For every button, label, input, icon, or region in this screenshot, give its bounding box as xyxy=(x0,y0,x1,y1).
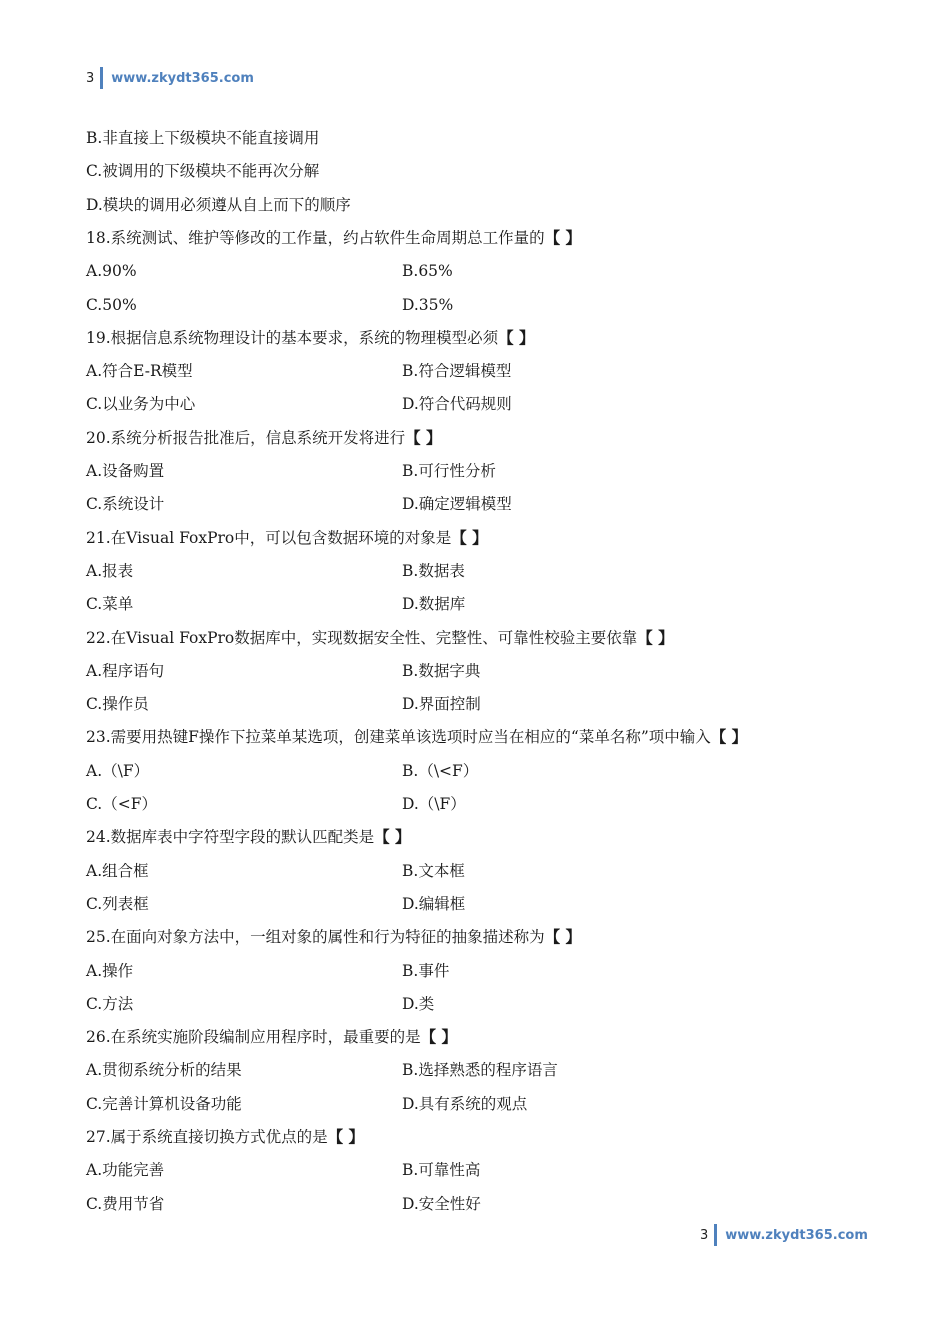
option-c: C.列表框 xyxy=(86,894,149,913)
option-b: B.符合逻辑模型 xyxy=(402,362,512,381)
question-text: 23.需要用热键F操作下拉菜单某选项，创建菜单该选项时应当在相应的“菜单名称”项中输入 xyxy=(86,728,711,747)
option-a: A.贯彻系统分析的结果 xyxy=(86,1061,242,1080)
question-stem xyxy=(86,927,581,947)
option-text: D.模块的调用必须遵从自上而下的顺序 xyxy=(86,195,351,214)
question-text: 19.根据信息系统物理设计的基本要求，系统的物理模型必须 xyxy=(86,328,499,347)
footer-page-number: 3 xyxy=(700,1227,709,1243)
option-d: D.符合代码规则 xyxy=(402,395,512,414)
question-stem xyxy=(86,727,747,747)
answer-bracket: 【 】 xyxy=(451,528,488,547)
question-text: 26.在系统实施阶段编制应用程序时，最重要的是 xyxy=(86,1028,421,1047)
question-text: 21.在Visual FoxPro中，可以包含数据环境的对象是 xyxy=(86,528,452,547)
option-b: B.文本框 xyxy=(402,861,465,880)
option-a: A.操作 xyxy=(86,961,134,980)
option-a: A.报表 xyxy=(86,561,134,580)
option-c: C.菜单 xyxy=(86,595,134,614)
option-a: A.程序语句 xyxy=(86,661,165,680)
answer-bracket: 【 】 xyxy=(405,428,442,447)
option-b: B.（\<F） xyxy=(402,761,479,780)
option-a: A.（\F） xyxy=(86,761,150,780)
question-stem xyxy=(86,1127,364,1147)
option-c: C.系统设计 xyxy=(86,495,165,514)
option-c: C.50% xyxy=(86,295,137,314)
option-a: A.符合E-R模型 xyxy=(86,362,193,381)
option-c: C.方法 xyxy=(86,994,134,1013)
option-a: A.组合框 xyxy=(86,861,149,880)
answer-bracket: 【 】 xyxy=(327,1128,365,1146)
answer-bracket: 【 】 xyxy=(374,828,411,847)
question-stem xyxy=(86,1027,457,1047)
option-d: D.35% xyxy=(402,295,454,314)
option-b: B.数据表 xyxy=(402,561,465,580)
option-d: D.（\F） xyxy=(402,795,466,813)
option-d: D.安全性好 xyxy=(402,1194,481,1213)
footer-divider xyxy=(714,1224,717,1246)
option-a: A.设备购置 xyxy=(86,462,165,480)
option-c: C.以业务为中心 xyxy=(86,395,196,414)
option-c: C.费用节省 xyxy=(86,1194,165,1213)
answer-bracket: 【 】 xyxy=(544,228,582,247)
question-stem xyxy=(86,827,411,847)
question-text: 25.在面向对象方法中，一组对象的属性和行为特征的抽象描述称为 xyxy=(86,928,545,947)
option-d: D.数据库 xyxy=(402,595,466,614)
option-d: D.确定逻辑模型 xyxy=(402,495,512,514)
option-d: D.界面控制 xyxy=(402,695,481,714)
question-text: 20.系统分析报告批准后，信息系统开发将进行 xyxy=(86,428,406,447)
question-stem xyxy=(86,528,488,548)
option-c: C.（<F） xyxy=(86,795,157,813)
question-text: 22.在Visual FoxPro数据库中，实现数据安全性、完整性、可靠性校验主要依靠 xyxy=(86,628,638,647)
continued-option xyxy=(86,195,351,215)
option-d: D.具有系统的观点 xyxy=(402,1094,528,1113)
answer-bracket: 【 】 xyxy=(420,1028,458,1047)
question-stem xyxy=(86,228,581,248)
answer-bracket: 【 】 xyxy=(498,328,535,347)
option-c: C.完善计算机设备功能 xyxy=(86,1094,242,1113)
answer-bracket: 【 】 xyxy=(544,928,582,947)
option-text: C.被调用的下级模块不能再次分解 xyxy=(86,162,320,181)
option-d: D.编辑框 xyxy=(402,894,466,913)
continued-option xyxy=(86,128,319,148)
option-b: B.可行性分析 xyxy=(402,462,496,480)
option-text: B.非直接上下级模块不能直接调用 xyxy=(86,129,320,147)
question-text: 24.数据库表中字符型字段的默认匹配类是 xyxy=(86,828,375,847)
answer-bracket: 【 】 xyxy=(637,628,674,647)
option-a: A.90% xyxy=(86,262,137,281)
option-b: B.事件 xyxy=(402,961,450,980)
option-a: A.功能完善 xyxy=(86,1161,165,1180)
header-site-link[interactable]: www.zkydt365.com xyxy=(111,70,254,86)
question-stem xyxy=(86,628,674,648)
question-text: 18.系统测试、维护等修改的工作量，约占软件生命周期总工作量的 xyxy=(86,228,545,247)
option-c: C.操作员 xyxy=(86,695,149,714)
option-b: B.数据字典 xyxy=(402,661,481,680)
page-header xyxy=(86,67,254,89)
header-divider xyxy=(100,67,103,89)
option-b: B.选择熟悉的程序语言 xyxy=(402,1061,558,1080)
option-d: D.类 xyxy=(402,994,435,1013)
option-b: B.可靠性高 xyxy=(402,1161,481,1180)
option-b: B.65% xyxy=(402,262,453,281)
continued-option xyxy=(86,161,319,181)
answer-bracket: 【 】 xyxy=(710,728,748,747)
footer-site-link[interactable]: www.zkydt365.com xyxy=(725,1227,868,1243)
header-page-number: 3 xyxy=(86,70,95,86)
question-text: 27.属于系统直接切换方式优点的是 xyxy=(86,1128,328,1146)
page-footer xyxy=(700,1224,868,1246)
question-stem xyxy=(86,328,535,348)
question-stem xyxy=(86,428,442,448)
